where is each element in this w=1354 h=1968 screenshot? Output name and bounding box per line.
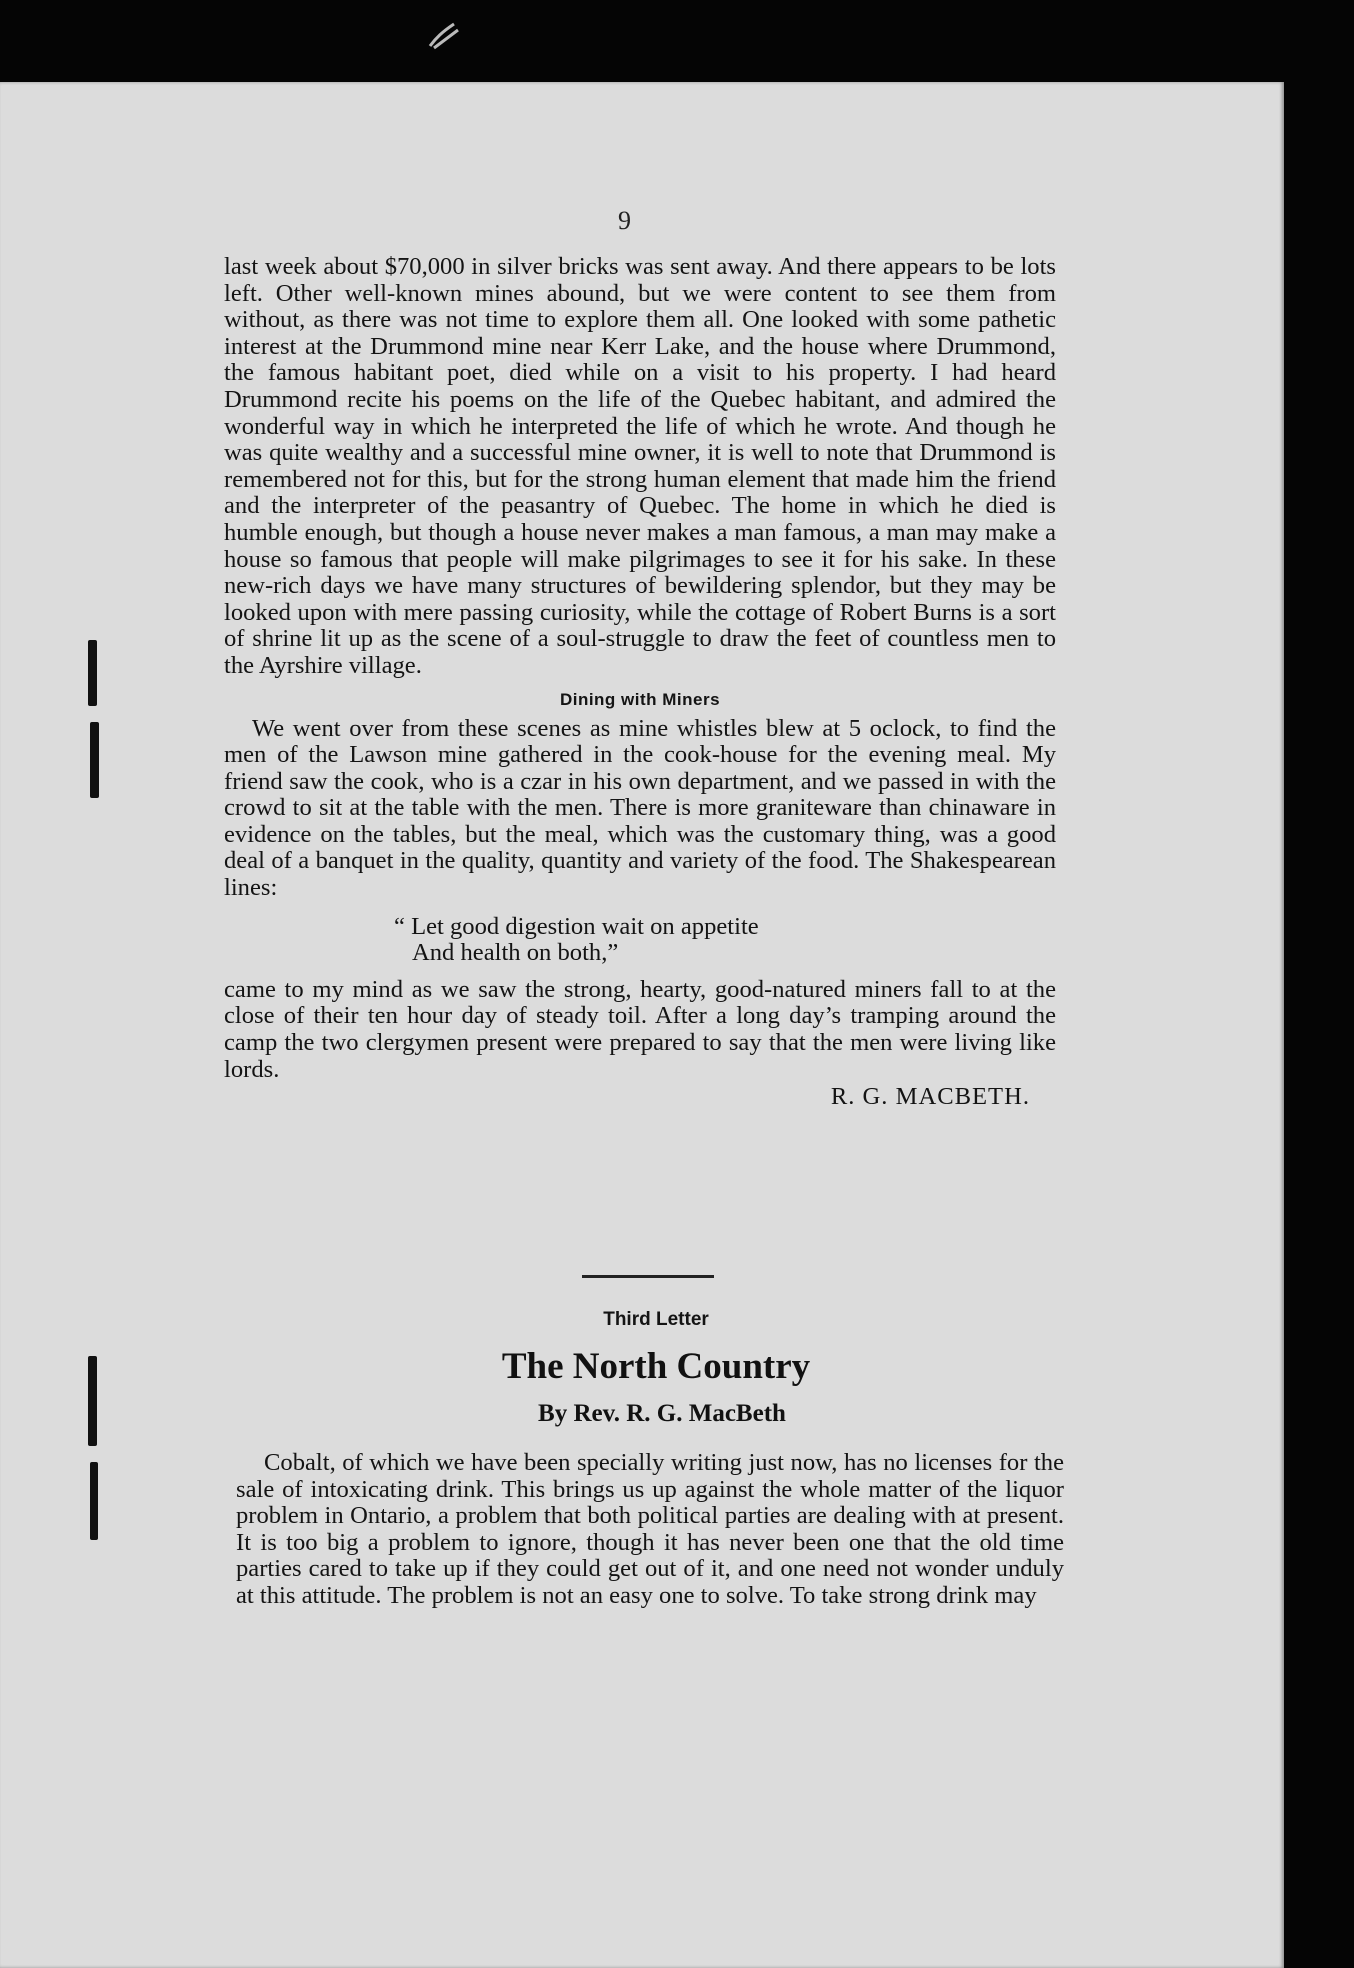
section-divider: [582, 1275, 714, 1278]
margin-mark: [88, 640, 97, 706]
article-continuation: [224, 254, 1056, 1111]
section-heading: Dining with Miners: [559, 689, 721, 709]
letter-byline: By Rev. R. G. MacBeth: [538, 1400, 786, 1427]
letter-title: The North Country: [501, 1346, 811, 1387]
letter-body: [236, 1450, 1064, 1610]
body-paragraph: Cobalt, of which we have been specially writing just now, has no licenses for the sale of intoxicating drink. This brings us up against the whole matter of the liquor problem in Ontario, a problem that both political parties are dealing with at present. It is too big a problem to ignore, though it has never been one that the old time parties cared to take up if they could get out of it, and one need not wonder unduly at this attitude. The problem is not an easy one to solve. To take strong drink may: [236, 1449, 1064, 1609]
verse-line: “ Let good digestion wait on appetite: [394, 912, 759, 940]
margin-mark: [90, 1462, 98, 1540]
document-page: [0, 82, 1284, 1968]
margin-mark: [88, 1356, 97, 1446]
author-signature: R. G. MACBETH.: [830, 1083, 1030, 1111]
body-paragraph: came to my mind as we saw the strong, hearty, good-natured miners fall to at the close of their ten hour day of steady toil. After a long day’s tramping around the camp the two clergymen present were prepared to say that the men were living like lords.: [224, 975, 1056, 1083]
body-paragraph: We went over from these scenes as mine whistles blew at 5 oclock, to find the men of the Lawson mine gathered in the cook-house for the evening meal. My friend saw the cook, who is a czar in his own department, and we passed in with the crowd to sit at the table with the men. There is more graniteware than chinaware in evidence on the tables, but the meal, which was the customary thing, was a good deal of a banquet in the quality, quantity and variety of the food. The Shakespearean lines:: [224, 714, 1056, 902]
letter-label: Third Letter: [603, 1309, 709, 1330]
page-number: 9: [618, 206, 631, 235]
margin-mark: [90, 722, 99, 798]
verse-line: And health on both,”: [412, 939, 619, 967]
quoted-verse: [224, 914, 1056, 967]
scan-artifact-icon: [424, 18, 464, 52]
body-paragraph: last week about $70,000 in silver bricks was sent away. And there appears to be lots left. Other well-known mines abound, but we were content to see them from without, as there was not time to explore them all. One looked with some pathetic interest at the Drummond mine near Kerr Lake, and the house where Drummond, the famous habitant poet, died while on a visit to his property. I had heard Drummond recite his poems on the life of the Quebec habitant, and admired the wonderful way in which he interpreted the life of which he wrote. And though he was quite wealthy and a successful mine owner, it is well to note that Drummond is remembered not for this, but for the strong human element that made him the friend and the interpreter of the peasantry of Quebec. The home in which he died is humble enough, but though a house never makes a man famous, a man may make a house so famous that people will make pilgrimages to see it for his sake. In these new-rich days we have many structures of bewildering splendor, but they may be looked upon with mere passing curiosity, while the cottage of Robert Burns is a sort of shrine lit up as the scene of a soul-struggle to draw the feet of countless men to the Ayrshire village.: [224, 253, 1056, 679]
